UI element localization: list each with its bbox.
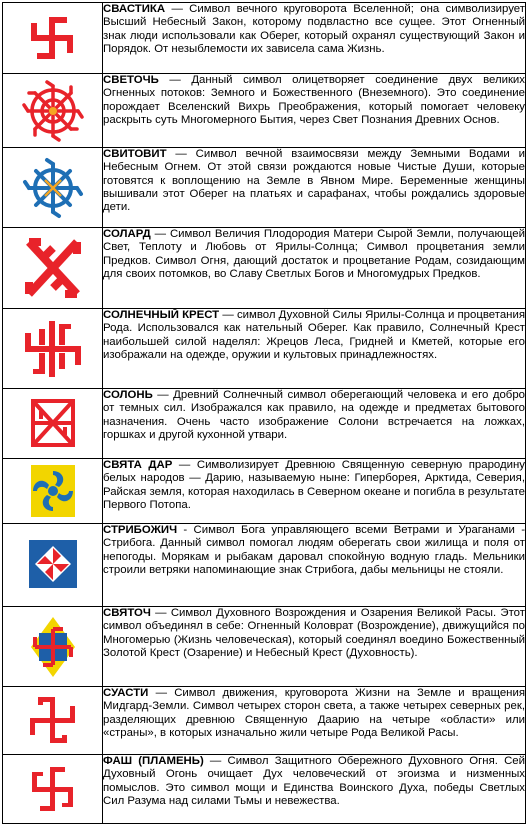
solar-cross-icon [3, 309, 102, 388]
solard-icon [3, 228, 102, 308]
symbol-description: — Символ Духовного Возрождения и Озарения Великой Расы. Этот символ объединял в себе: Огненный Коловрат (Возрождение), движущийся по Многомерью (Жизнь человеческая), который соединял воедино Божественный Золотой Крест (Озарение) и Небесный Крест (Духовность). [103, 607, 525, 659]
icon-cell [3, 389, 103, 459]
svetoch-icon [3, 74, 102, 147]
table-row [3, 459, 526, 524]
description-cell [103, 459, 526, 524]
symbol-name: СУАСТИ [103, 687, 149, 699]
icon-cell [3, 3, 103, 74]
table-row [3, 309, 526, 389]
symbol-description: — Символизирует Древнюю Священную северную прародину белых народов — Дарию, называемую ныне: Гиперборея, Арктида, Северия, Райская земля, которая находилась в Северном океане и погибла в результате Первого Потопа. [103, 459, 525, 511]
stribozhich-icon [3, 524, 102, 606]
symbol-name: СОЛАРД [103, 228, 151, 240]
description-cell [103, 755, 526, 824]
description-cell [103, 148, 526, 228]
symbol-name: СОЛОНЬ [103, 389, 153, 401]
fash-icon [3, 755, 102, 823]
suasti-icon [3, 687, 102, 754]
symbol-name: ФАШ (ПЛАМЕНЬ) [103, 755, 204, 767]
symbol-name: СТРИБОЖИЧ [103, 524, 178, 536]
icon-cell [3, 228, 103, 309]
symbol-description: — Древний Солнечный символ оберегающий человека и его добро от темных сил. Изображался как правило, на одежде и предметах бытового назначения. Очень часто изображение Солони встречается на ложках, горшках и другой кухонной утвари. [103, 389, 525, 441]
svyata-dar-icon [3, 459, 102, 523]
description-cell [103, 389, 526, 459]
icon-cell [3, 687, 103, 755]
symbol-description: — Символ Защитного Обережного Духовного Огня. Сей Духовный Огонь очищает Дух человеческий от эгоизма и низменных помыслов. Это символ мощи и Единства Воинского Духа, победы Светлых Сил Разума над силами Тьмы и невежества. [103, 755, 526, 807]
table-row [3, 524, 526, 607]
table-row [3, 228, 526, 309]
icon-cell [3, 755, 103, 824]
symbol-name: СВЕТОЧЬ [103, 74, 159, 86]
symbol-description: — Символ вечной взаимосвязи между Земными Водами и Небесным Огнем. От этой связи рождаются новые Чистые Души, которые готовятся к воплощению на Земле в Явном Мире. Беременные женщины вышивали этот Оберег на платьях и сарафанах, чтобы рождались здоровые дети. [103, 148, 525, 214]
description-cell [103, 524, 526, 607]
table-row [3, 74, 526, 148]
description-cell [103, 3, 526, 74]
symbol-name: СОЛНЕЧНЫЙ КРЕСТ [103, 309, 220, 321]
symbol-name: СВЯТА ДАР [103, 459, 173, 471]
table-row [3, 389, 526, 459]
description-cell [103, 74, 526, 148]
svitovit-icon [3, 148, 102, 227]
table-row [3, 755, 526, 824]
description-cell [103, 687, 526, 755]
symbol-description: - Символ Бога управляющего всеми Ветрами и Ураганами - Стрибога. Данный символ помогал людям оберегать свои жилища и поля от непогоды. Морякам и рыбакам даровал спокойную водную гладь. Мельники строили ветряки напоминающие знак Стрибога, дабы мельницы не стояли. [103, 524, 525, 576]
description-cell [103, 309, 526, 389]
icon-cell [3, 524, 103, 607]
table-row [3, 3, 526, 74]
symbol-name: СВЯТОЧ [103, 607, 151, 619]
symbol-description: — Символ вечного круговорота Вселенной; она символизирует Высший Небесный Закон, которому подвластно все сущее. Этот Огненный знак люди использовали как Оберег, который охранял существующий Закон и Порядок. От незыблемости их зависела сама Жизнь. [103, 3, 525, 55]
solon-icon [3, 389, 102, 458]
table-row [3, 687, 526, 755]
symbol-description: — Символ движения, круговорота Жизни на Земле и вращения Мидгард-Земли. Символ четырех сторон света, а также четырех северных рек, разделяющих древнюю Священную Даарию на четыре «области» или «страны», в которых изначально жили четыре Рода Великой Расы. [103, 687, 525, 739]
symbols-table [2, 2, 526, 824]
icon-cell [3, 459, 103, 524]
description-cell [103, 607, 526, 687]
symbol-description: — Данный символ олицетворяет соединение двух великих Огненных потоков: Земного и Божественного (Внеземного). Это соединение порождает Вселенский Вихрь Преображения, который помогает человеку раскрыть суть Многомерного Бытия, через Свет Познания Древних Основ. [103, 74, 525, 126]
description-cell [103, 228, 526, 309]
icon-cell [3, 309, 103, 389]
icon-cell [3, 148, 103, 228]
symbol-name: СВАСТИКА [103, 3, 166, 15]
svyatoch-icon [3, 607, 102, 686]
symbol-description: — Символ Величия Плодородия Матери Сырой Земли, получающей Свет, Теплоту и Любовь от Ярилы-Солнца; Символ процветания земли Предков. Символ Огня, дающий достаток и процветание Родам, созидающим для своих потомков, во Славу Светлых Богов и Многомудрых Предков. [103, 228, 525, 280]
symbol-description: — символ Духовной Силы Ярилы-Солнца и процветания Рода. Использовался как нательный Оберег. Как правило, Солнечный Крест наибольшей силой наделял: Жрецов Леса, Гридней и Кметей, которые его изображали на одежде, оружии и культовых принадлежностях. [103, 309, 525, 361]
icon-cell [3, 74, 103, 148]
symbol-name: СВИТОВИТ [103, 148, 167, 160]
table-row [3, 607, 526, 687]
icon-cell [3, 607, 103, 687]
table-row [3, 148, 526, 228]
swastika-icon [3, 3, 102, 73]
